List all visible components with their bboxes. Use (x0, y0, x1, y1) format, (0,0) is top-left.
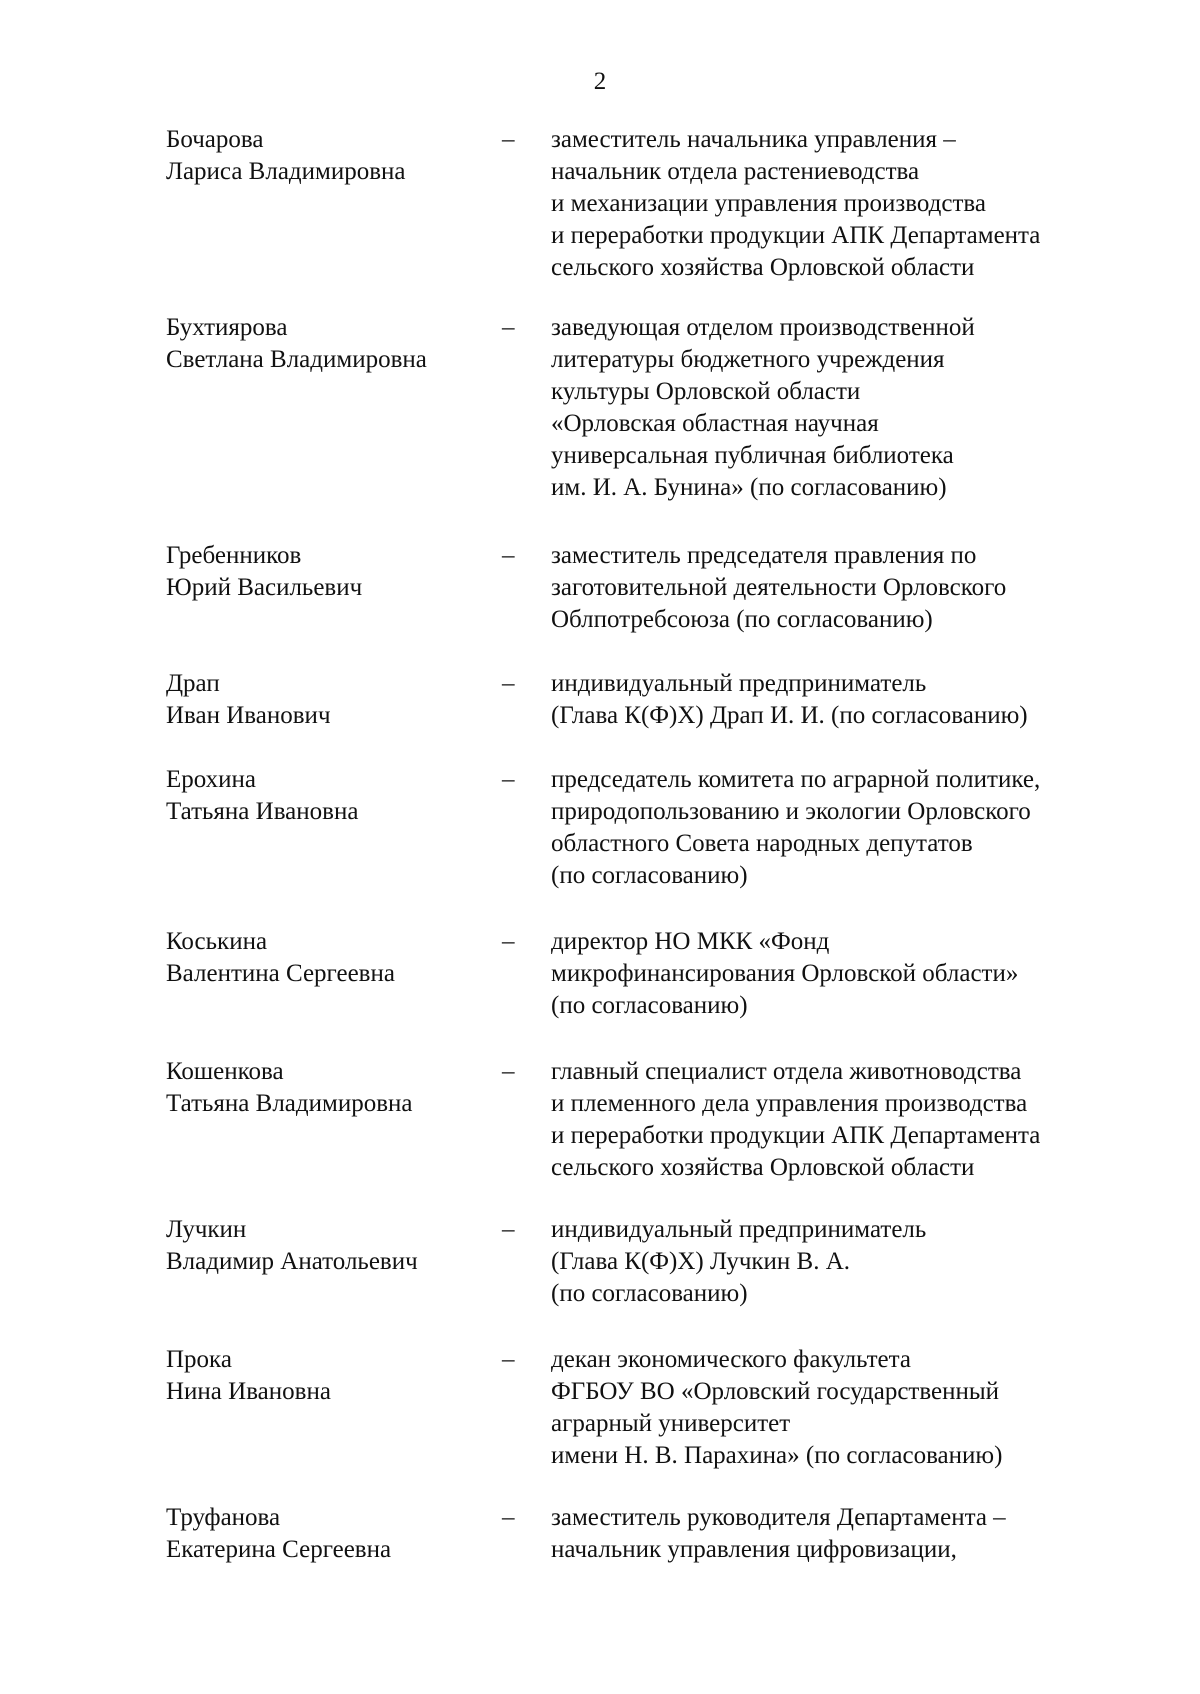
member-position (551, 1214, 1191, 1310)
member-position (551, 540, 1191, 636)
page-number: 2 (593, 68, 607, 95)
member-name (166, 312, 486, 376)
position-line: (по согласованию) (551, 862, 748, 889)
member-given-names: Татьяна Ивановна (166, 798, 359, 825)
member-surname: Прока (166, 1346, 232, 1373)
member-surname: Коськина (166, 928, 268, 955)
position-line: и переработки продукции АПК Департамента (551, 1122, 1041, 1149)
member-surname: Ерохина (166, 766, 257, 793)
member-given-names: Татьяна Владимировна (166, 1090, 413, 1117)
member-name (166, 668, 486, 732)
member-name (166, 1502, 486, 1566)
separator-dash: – (502, 1504, 515, 1531)
position-line: заместитель председателя правления по (551, 542, 977, 569)
position-line: директор НО МКК «Фонд (551, 928, 830, 955)
member-surname: Кошенкова (166, 1058, 284, 1085)
position-line: заготовительной деятельности Орловского (551, 574, 1007, 601)
position-line: заместитель руководителя Департамента – (551, 1504, 1006, 1531)
position-line: универсальная публичная библиотека (551, 442, 954, 469)
separator-dash: – (502, 928, 515, 955)
position-line: начальник отдела растениеводства (551, 158, 920, 185)
member-name (166, 124, 486, 188)
member-given-names: Лариса Владимировна (166, 158, 406, 185)
position-line: главный специалист отдела животноводства (551, 1058, 1022, 1085)
member-name (166, 1056, 486, 1120)
position-line: Облпотребсоюза (по согласованию) (551, 606, 933, 633)
member-position (551, 926, 1191, 1022)
member-given-names: Иван Иванович (166, 702, 331, 729)
member-name (166, 1214, 486, 1278)
position-line: микрофинансирования Орловской области» (551, 960, 1019, 987)
member-position (551, 1056, 1191, 1184)
position-line: сельского хозяйства Орловской области (551, 1154, 975, 1181)
member-given-names: Валентина Сергеевна (166, 960, 395, 987)
position-line: (Глава К(Ф)Х) Лучкин В. А. (551, 1248, 851, 1275)
member-given-names: Екатерина Сергеевна (166, 1536, 392, 1563)
position-line: им. И. А. Бунина» (по согласованию) (551, 474, 947, 501)
member-given-names: Светлана Владимировна (166, 346, 427, 373)
member-position (551, 668, 1191, 732)
position-line: заведующая отделом производственной (551, 314, 975, 341)
member-given-names: Нина Ивановна (166, 1378, 331, 1405)
separator-dash: – (502, 542, 515, 569)
separator-dash: – (502, 766, 515, 793)
position-line: индивидуальный предприниматель (551, 1216, 927, 1243)
position-line: ФГБОУ ВО «Орловский государственный (551, 1378, 1000, 1405)
member-given-names: Владимир Анатольевич (166, 1248, 418, 1275)
separator-dash: – (502, 314, 515, 341)
member-position (551, 1502, 1191, 1566)
member-surname: Бочарова (166, 126, 264, 153)
member-surname: Гребенников (166, 542, 302, 569)
position-line: индивидуальный предприниматель (551, 670, 927, 697)
member-name (166, 1344, 486, 1408)
member-surname: Лучкин (166, 1216, 247, 1243)
position-line: (по согласованию) (551, 992, 748, 1019)
member-position (551, 764, 1191, 892)
position-line: «Орловская областная научная (551, 410, 879, 437)
member-position (551, 124, 1191, 284)
member-given-names: Юрий Васильевич (166, 574, 363, 601)
member-surname: Бухтиярова (166, 314, 288, 341)
position-line: культуры Орловской области (551, 378, 861, 405)
position-line: аграрный университет (551, 1410, 791, 1437)
position-line: сельского хозяйства Орловской области (551, 254, 975, 281)
position-line: заместитель начальника управления – (551, 126, 956, 153)
position-line: председатель комитета по аграрной политике, (551, 766, 1041, 793)
position-line: природопользованию и экологии Орловского (551, 798, 1031, 825)
position-line: и механизации управления производства (551, 190, 986, 217)
position-line: и переработки продукции АПК Департамента (551, 222, 1041, 249)
member-name (166, 540, 486, 604)
position-line: начальник управления цифровизации, (551, 1536, 957, 1563)
position-line: литературы бюджетного учреждения (551, 346, 945, 373)
position-line: имени Н. В. Парахина» (по согласованию) (551, 1442, 1003, 1469)
member-name (166, 764, 486, 828)
member-position (551, 312, 1191, 504)
member-name (166, 926, 486, 990)
separator-dash: – (502, 670, 515, 697)
position-line: (по согласованию) (551, 1280, 748, 1307)
separator-dash: – (502, 126, 515, 153)
member-surname: Драп (166, 670, 220, 697)
separator-dash: – (502, 1058, 515, 1085)
position-line: (Глава К(Ф)Х) Драп И. И. (по согласованию) (551, 702, 1028, 729)
separator-dash: – (502, 1346, 515, 1373)
position-line: декан экономического факультета (551, 1346, 911, 1373)
position-line: и племенного дела управления производства (551, 1090, 1028, 1117)
member-position (551, 1344, 1191, 1472)
position-line: областного Совета народных депутатов (551, 830, 973, 857)
separator-dash: – (502, 1216, 515, 1243)
member-surname: Труфанова (166, 1504, 281, 1531)
